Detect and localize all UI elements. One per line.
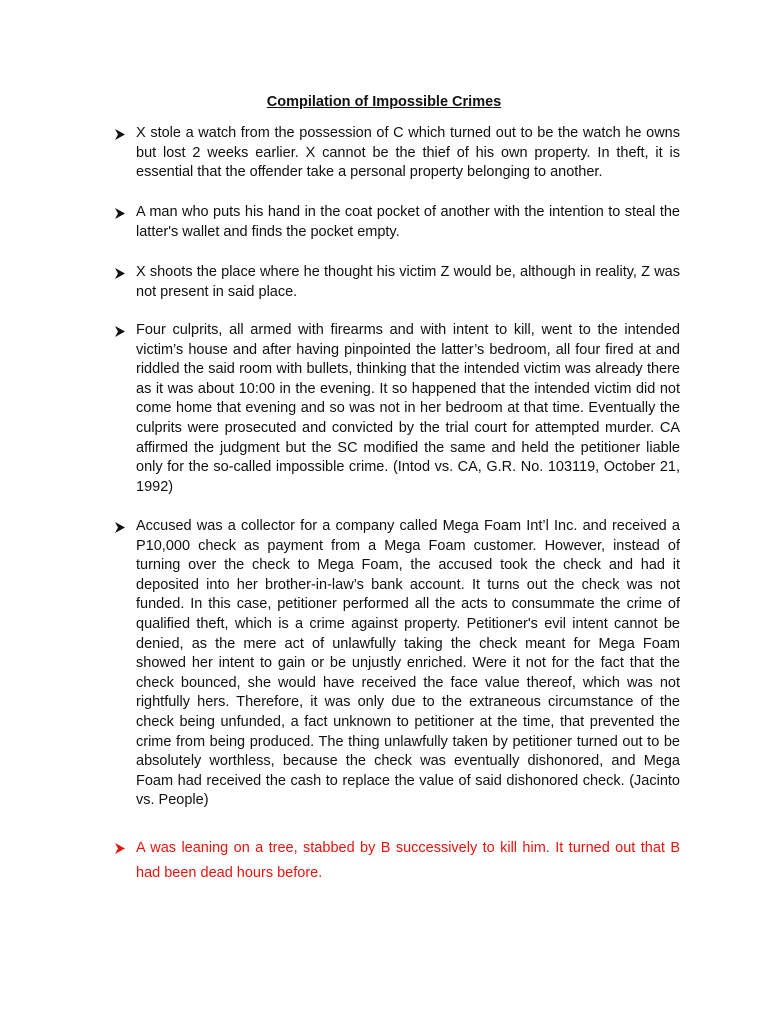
document-title: Compilation of Impossible Crimes bbox=[266, 94, 502, 110]
arrowhead-bullet-icon bbox=[115, 124, 129, 144]
list-item-text: A was leaning on a tree, stabbed by B successively to kill him. It turned out that B had been dead hours before. bbox=[136, 840, 680, 881]
arrowhead-bullet-icon bbox=[115, 263, 129, 283]
list-item-text: A man who puts his hand in the coat pocket of another with the intention to steal the latter's wallet and finds the pocket empty. bbox=[136, 204, 680, 240]
list-item-text: Accused was a collector for a company called Mega Foam Int’l Inc. and received a P10,000 check as payment from a Mega Foam customer. However, instead of turning over the check to Mega Foam, the accused took the check and had it deposited into her brother-in-law’s bank account. It turns out the check was not funded. In this case, petitioner performed all the acts to consummate the crime of qualified theft, which is a crime against property. Petitioner's evil intent cannot be denied, as the mere act of unlawfully taking the check meant for Mega Foam showed her intent to gain or be unjustly enriched. Were it not for the fact that the check bounced, she would have received the face value thereof, which was not rightfully hers. Therefore, it was only due to the extraneous circumstance of the check being unfunded, a fact unknown to petitioner at the time, that prevented the crime from being produced. The thing unlawfully taken by petitioner turned out to be absolutely worthless, because the check was eventually dishonored, and Mega Foam had received the cash to replace the value of said dishonored check. (Jacinto vs. People) bbox=[136, 518, 680, 809]
list-item-empty-pocket bbox=[116, 203, 680, 242]
list-item-intod-case bbox=[116, 321, 680, 497]
arrowhead-bullet-icon bbox=[115, 321, 129, 341]
list-item-text: X stole a watch from the possession of C which turned out to be the watch he owns but lost 2 weeks earlier. X cannot be the thief of his own property. In theft, it is essential that the offender take a personal property belonging to another. bbox=[136, 125, 680, 181]
list-item-text: Four culprits, all armed with firearms and with intent to kill, went to the intended victim’s house and after having pinpointed the latter’s bedroom, all four fired at and riddled the said room with bullets, thinking that the intended victim was already there as it was about 10:00 in the evening. It so happened that the intended victim did not come home that evening and so was not in her bedroom at that time. Eventually the culprits were prosecuted and convicted by the trial court for attempted murder. CA affirmed the judgment but the SC modified the same and held the petitioner liable only for the so-called impossible crime. (Intod vs. CA, G.R. No. 103119, October 21, 1992) bbox=[136, 322, 680, 495]
list-item-dead-victim bbox=[116, 836, 680, 886]
arrowhead-bullet-icon bbox=[115, 203, 129, 223]
list-item-jacinto-case bbox=[116, 517, 680, 811]
list-item-absent-victim bbox=[116, 263, 680, 302]
list-item-stolen-watch bbox=[116, 124, 680, 183]
arrowhead-bullet-icon bbox=[115, 517, 129, 537]
list-item-text: X shoots the place where he thought his victim Z would be, although in reality, Z was not present in said place. bbox=[136, 264, 680, 300]
arrowhead-bullet-icon bbox=[115, 836, 129, 861]
